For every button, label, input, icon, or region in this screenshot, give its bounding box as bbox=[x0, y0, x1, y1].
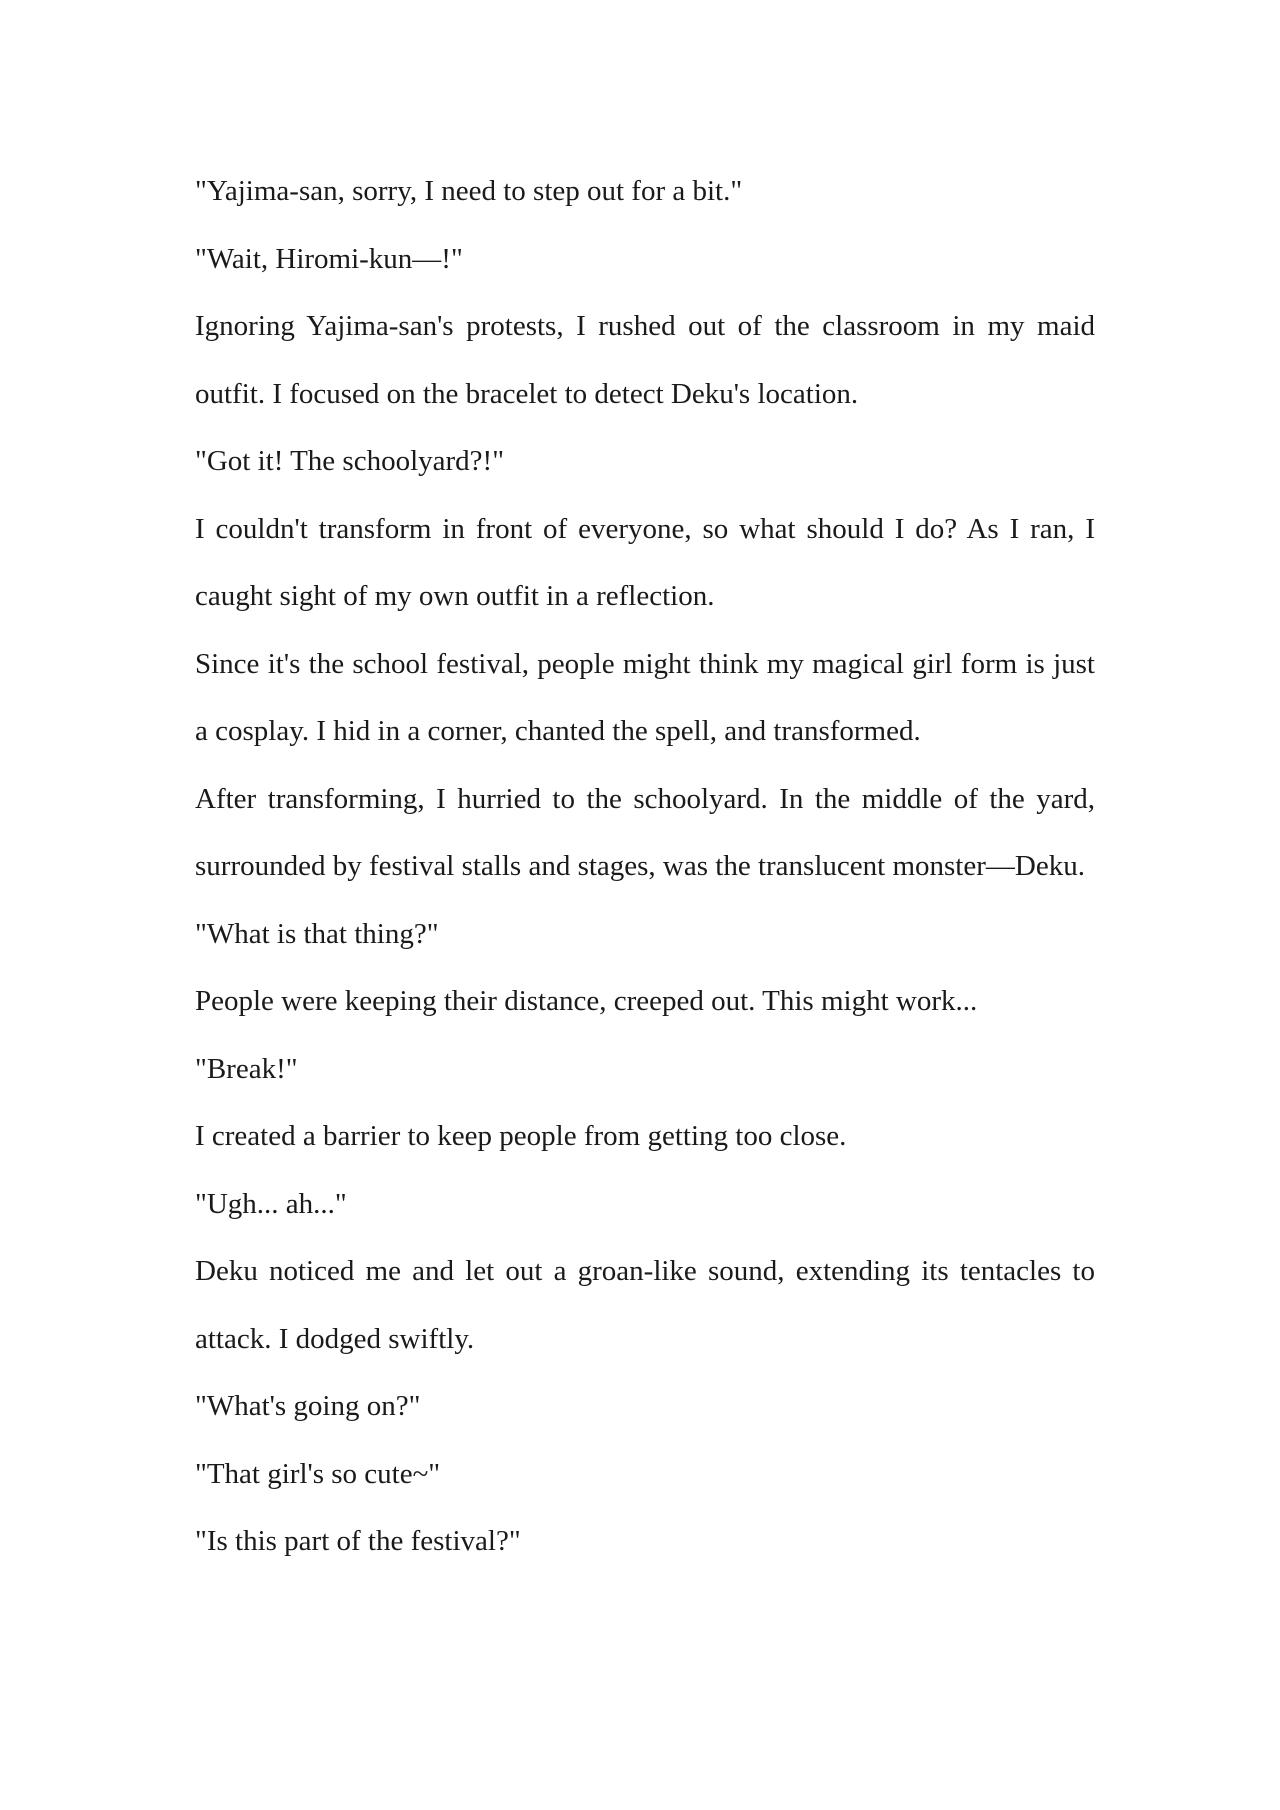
dialogue-line: "What is that thing?" bbox=[195, 917, 439, 950]
dialogue-line: "Ugh... ah..." bbox=[195, 1187, 347, 1220]
narration-paragraph: I created a barrier to keep people from getting too close. bbox=[195, 1120, 847, 1152]
dialogue-line: "Yajima-san, sorry, I need to step out for a bit." bbox=[195, 175, 743, 207]
narration-paragraph: After transforming, I hurried to the schoolyard. In the middle of the yard, surrounded by festival stalls and stages, was the translucent monster—Deku. bbox=[195, 782, 1095, 882]
dialogue-line: "Break!" bbox=[195, 1052, 298, 1085]
narration-paragraph: People were keeping their distance, creeped out. This might work... bbox=[195, 985, 978, 1017]
narration-paragraph: Deku noticed me and let out a groan-like sound, extending its tentacles to attack. I dodged swiftly. bbox=[195, 1255, 1095, 1355]
dialogue-line: "Got it! The schoolyard?!" bbox=[195, 445, 505, 477]
narration-paragraph: I couldn't transform in front of everyone, so what should I do? As I ran, I caught sight of my own outfit in a reflection. bbox=[195, 512, 1095, 612]
dialogue-line: "Is this part of the festival?" bbox=[195, 1525, 521, 1557]
narration-paragraph: Since it's the school festival, people might think my magical girl form is just a cosplay. I hid in a corner, chanted the spell, and transformed. bbox=[195, 647, 1095, 747]
narration-paragraph: Ignoring Yajima-san's protests, I rushed out of the classroom in my maid outfit. I focused on the bracelet to detect Deku's location. bbox=[195, 310, 1095, 410]
dialogue-line: "What's going on?" bbox=[195, 1390, 421, 1422]
dialogue-line: "Wait, Hiromi-kun—!" bbox=[195, 242, 463, 275]
story-text bbox=[195, 158, 1095, 1576]
dialogue-line: "That girl's so cute~" bbox=[195, 1457, 441, 1490]
